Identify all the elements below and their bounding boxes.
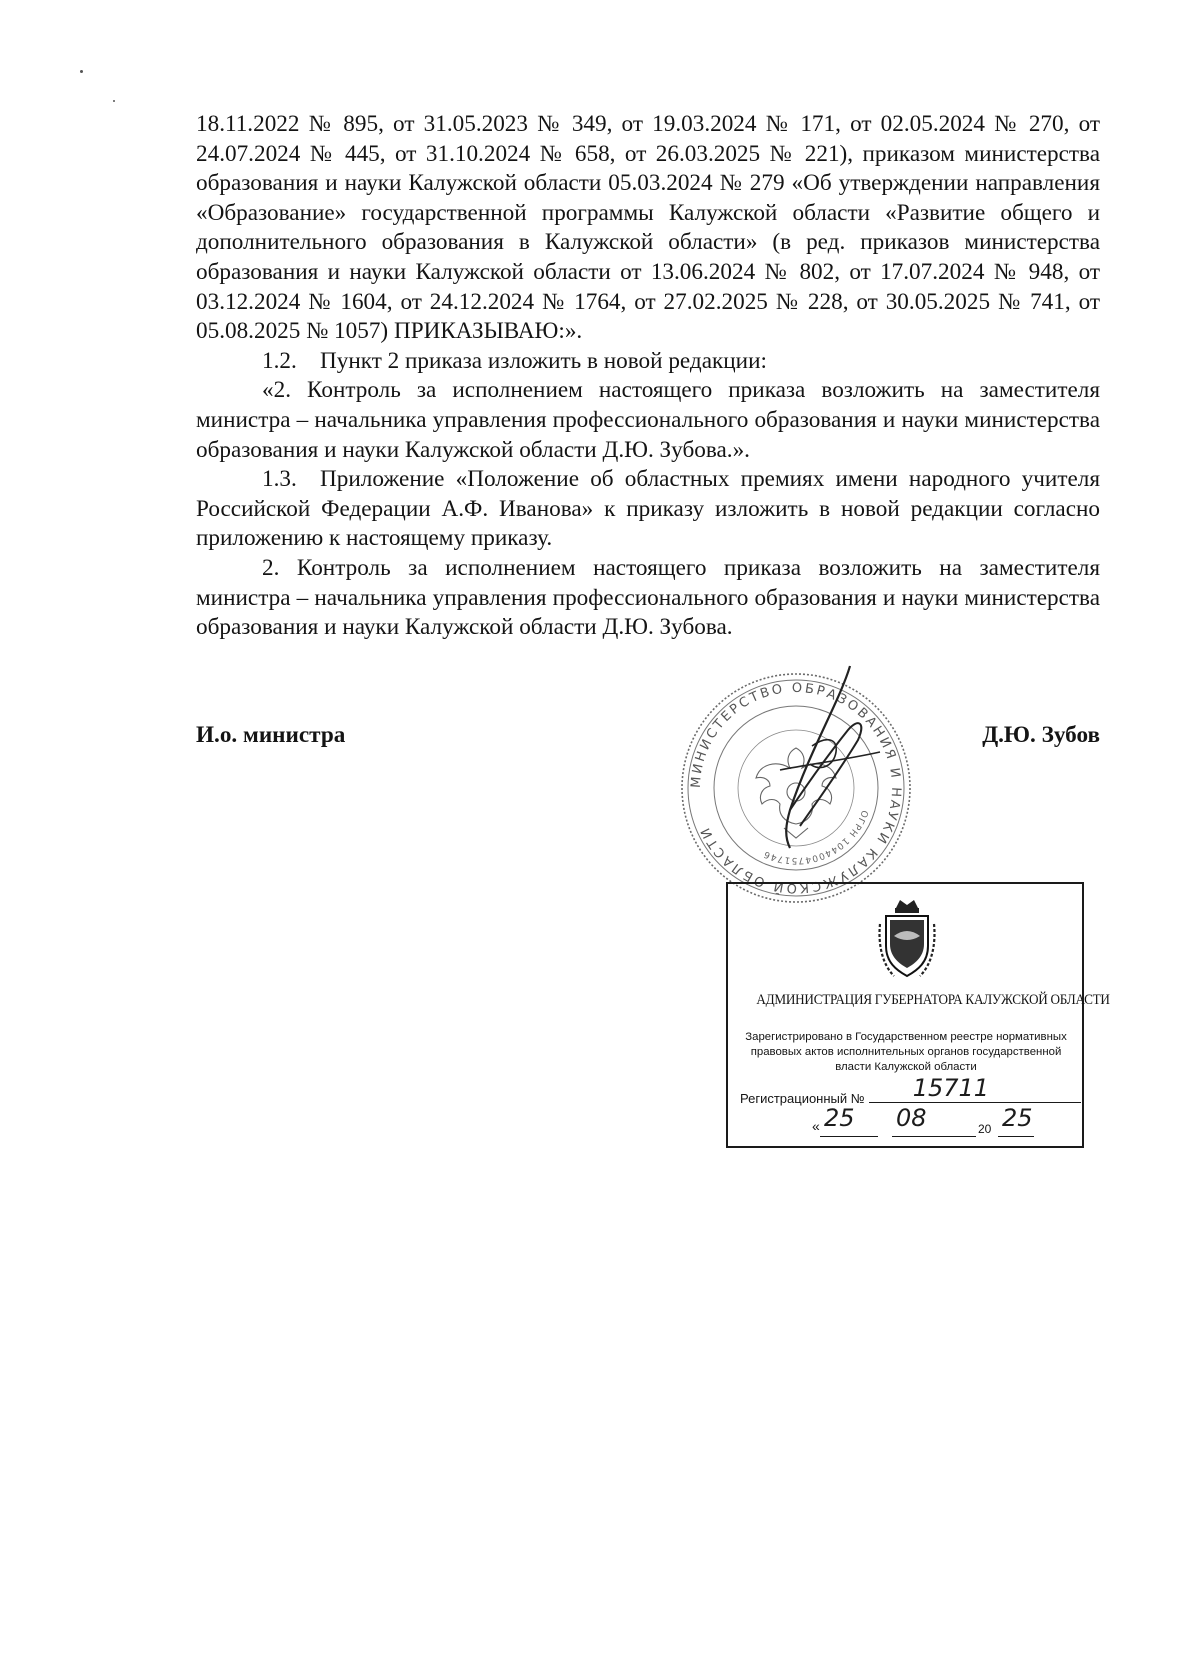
registration-authority: АДМИНИСТРАЦИЯ ГУБЕРНАТОРА КАЛУЖСКОЙ ОБЛАСТИ <box>756 992 1110 1008</box>
document-body <box>196 110 1100 643</box>
signature-block <box>196 722 1100 756</box>
registration-date <box>812 1104 1060 1140</box>
date-century: 20 <box>978 1122 992 1136</box>
registration-number-value: 15711 <box>912 1074 990 1102</box>
item-1-2 <box>196 347 1100 377</box>
coat-of-arms-icon <box>876 894 938 982</box>
paragraph-control: 2. Контроль за исполнением настоящего приказа возложить на заместителя министра – начальника управления профессионального образования и науки министерства образования и науки Калужской области Д.Ю. Зубова. <box>196 554 1100 641</box>
item-text: Пункт 2 приказа изложить в новой редакции: <box>320 347 767 374</box>
signatory-title: И.о. министра <box>196 722 346 748</box>
date-prefix: « <box>812 1118 820 1134</box>
paragraph-continuation: 18.11.2022 № 895, от 31.05.2023 № 349, от 19.03.2024 № 171, от 02.05.2024 № 270, от 24.07.2024 № 445, от 31.10.2024 № 658, от 26.03.2025 № 221), приказом министерства образования и науки Калужской области 05.03.2024 № 279 «Об утверждении направления «Образование» государственной программы Калужской области «Развитие общего и дополнительного образования в Калужской области» (в ред. приказов министерства образования и науки Калужской области от 13.06.2024 № 802, от 17.07.2024 № 948, от 03.12.2024 № 1604, от 24.12.2024 № 1764, от 27.02.2025 № 228, от 30.05.2025 № 741, от 05.08.2025 № 1057) ПРИКАЗЫВАЮ:». <box>196 111 1100 345</box>
seal-inner-text: ОГРН 1044004751746 <box>761 808 870 866</box>
date-month-value: 08 <box>896 1104 927 1132</box>
signatory-name: Д.Ю. Зубов <box>982 722 1100 748</box>
registration-number-label: Регистрационный № <box>740 1091 865 1106</box>
date-year-field <box>998 1104 1034 1137</box>
item-number: 1.2. <box>262 347 297 374</box>
date-day-field <box>820 1104 878 1137</box>
registration-number-line <box>869 1074 1081 1103</box>
paragraph-quoted-control: «2. Контроль за исполнением настоящего приказа возложить на заместителя министра – начальника управления профессионального образования и науки министерства образования и науки Калужской области Д.Ю. Зубова.». <box>196 377 1100 463</box>
seal-outer-text: МИНИСТЕРСТВО ОБРАЗОВАНИЯ И НАУКИ КАЛУЖСКОЙ ОБЛАСТИ <box>688 680 904 896</box>
date-day-value: 25 <box>824 1104 855 1132</box>
item-text: Приложение «Положение об областных премиях имени народного учителя Российской Федерации А.Ф. Иванова» к приказу изложить в новой редакции согласно приложению к настоящему приказу. <box>196 466 1100 552</box>
item-1-3 <box>196 465 1100 554</box>
date-year-value: 25 <box>1002 1104 1033 1132</box>
item-number: 1.3. <box>262 466 297 493</box>
handwritten-signature <box>740 660 900 860</box>
registration-note: Зарегистрировано в Государственном реестре нормативных правовых актов исполнительных органов государственной власти Калужской области <box>745 1031 1067 1073</box>
scan-speck <box>80 70 83 73</box>
registration-stamp <box>726 882 1110 1148</box>
date-month-field <box>892 1104 976 1137</box>
scan-speck <box>113 100 115 102</box>
